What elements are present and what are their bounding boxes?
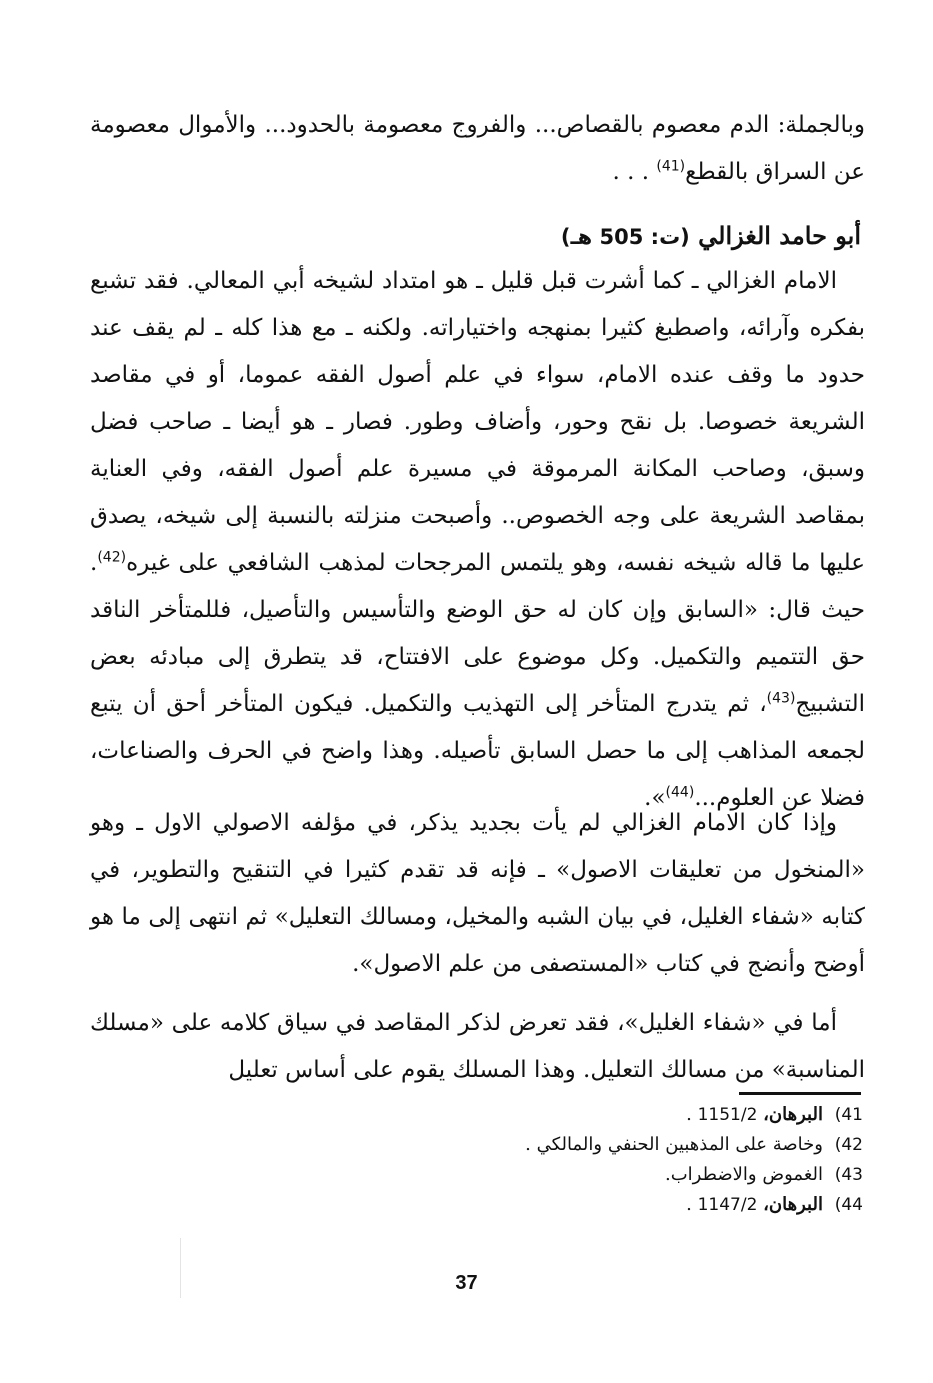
footnote-41 (200, 1100, 863, 1130)
paragraph-shifa-alghalil (90, 1000, 865, 1094)
footnote-divider (739, 1092, 861, 1095)
page-number: 37 (455, 1272, 478, 1294)
footnote-ref-41[interactable]: (41) (656, 158, 686, 175)
paragraph-text-part-2: . حيث قال: «السابق وإن كان له حق الوضع والتأسيس والتأصيل، فللمتأخر الناقد حق التتميم والتكميل. وكل موضوع على الافتتاح، قد يتطرق إلى مبادئه بعض التشبيج (90, 550, 865, 717)
footnote-text: الغموض والاضطراب. (665, 1164, 823, 1185)
heading-name: أبو حامد الغزالي (698, 221, 861, 250)
heading-date: (ت: 505 هـ) (560, 225, 690, 249)
paragraph-text-part-1: الامام الغزالي ـ كما أشرت قبل قليل ـ هو امتداد لشيخه أبي المعالي. فقد تشبع بفكره وآرائه، واصطبغ كثيرا بمنهجه واختياراته. ولكنه ـ مع هذا كله ـ لم يقف عند حدود ما وقف عنده الامام، سواء في علم أصول الفقه عموما، أو في مقاصد الشريعة خصوصا. بل نقح وحور، وأضاف وطور. فصار ـ هو أيضا ـ صاحب فضل وسبق، وصاحب المكانة المرموقة في مسيرة علم أصول الفقه، وفي العناية بمقاصد الشريعة على وجه الخصوص.. وأصبحت منزلته بالنسبة إلى شيخه، يصدق عليها ما قاله شيخه نفسه، وهو يلتمس المرجحات لمذهب الشافعي على غيره (90, 268, 865, 576)
footnote-number: 42) (834, 1135, 863, 1155)
footnote-number: 41) (834, 1105, 863, 1125)
footnote-source: البرهان، (763, 1104, 823, 1125)
footnote-number: 43) (834, 1165, 863, 1185)
footnote-ref-42[interactable]: (42) (97, 549, 127, 566)
paragraph-ghazali (90, 258, 865, 822)
footnote-number: 44) (834, 1195, 863, 1215)
footnote-reference: 1147/2 (697, 1195, 758, 1215)
footnote-ref-44[interactable]: (44) (665, 784, 695, 801)
footnote-source: البرهان، (763, 1194, 823, 1215)
footnote-reference: 1151/2 (697, 1105, 758, 1125)
paragraph-text-part-4: ». (644, 785, 666, 811)
footnote-tail: . (686, 1194, 698, 1215)
footnote-tail: . (686, 1104, 698, 1125)
paragraph-text: وبالجملة: الدم معصوم بالقصاص... والفروج معصومة بالحدود... والأموال معصومة عن السراق بالقطع (90, 112, 865, 185)
paragraph-ghazali-works (90, 800, 865, 988)
footnote-text: وخاصة على المذهبين الحنفي والمالكي . (525, 1134, 823, 1155)
footnote-ref-43[interactable]: (43) (766, 690, 796, 707)
paragraph-text-part-3: ، ثم يتدرج المتأخر إلى التهذيب والتكميل. فيكون المتأخر أحق أن يتبع لجمعه المذاهب إلى ما حصل السابق تأصيله. وهذا واضح في الحرف والصناعات، فضلا عن العلوم... (90, 691, 865, 811)
footnote-42 (200, 1130, 863, 1160)
paragraph-text: وإذا كان الامام الغزالي لم يأت بجديد يذكر، في مؤلفه الاصولي الاول ـ وهو «المنخول من تعليقات الاصول» ـ فإنه قد تقدم كثيرا في التنقيح والتطوير، في كتابه «شفاء الغليل، في بيان الشبه والمخيل، ومسالك التعليل» ثم انتهى إلى ما هو أوضح وأنضج في كتاب «المستصفى من علم الاصول». (90, 810, 865, 977)
ellipsis: . . . (612, 159, 657, 185)
footnote-44 (200, 1190, 863, 1220)
paragraph-intro-summary (90, 102, 865, 196)
footnote-43 (200, 1160, 863, 1190)
footnotes-list (200, 1100, 863, 1220)
paragraph-text: أما في «شفاء الغليل»، فقد تعرض لذكر المقاصد في سياق كلامه على «مسلك المناسبة» من مسالك التعليل. وهذا المسلك يقوم على أساس تعليل (90, 1010, 865, 1083)
section-heading (90, 216, 861, 257)
